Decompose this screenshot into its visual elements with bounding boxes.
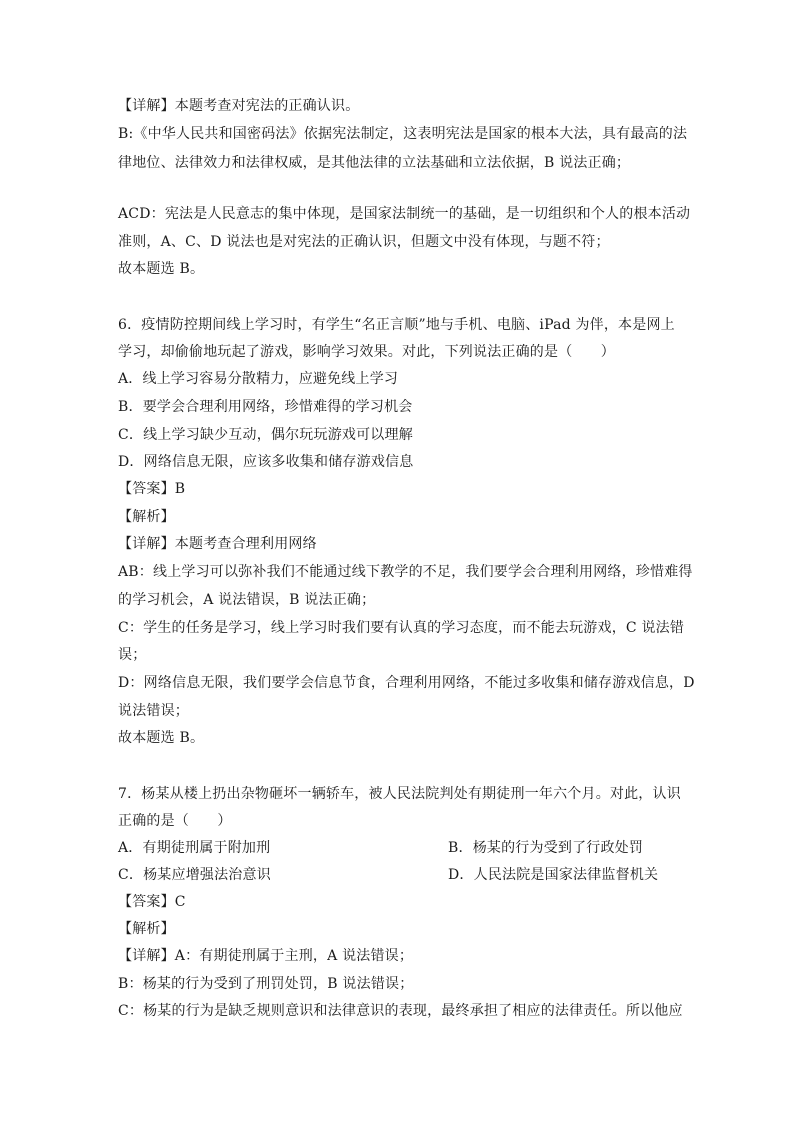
q6-option-b: B．要学会合理利用网络，珍惜难得的学习机会 [118,399,413,415]
q6-explain-d-line1: D：网络信息无限，我们要学会信息节食，合理利用网络，不能过多收集和储存游戏信息，D [118,675,695,691]
q7-detail-a: 【详解】A：有期徒刑属于主刑，A 说法错误； [118,948,414,964]
q7-option-b: B．杨某的行为受到了行政处罚 [448,840,644,856]
q7-analysis-heading: 【解析】 [118,921,175,937]
q5-conclusion: 故本题选 B。 [118,261,205,277]
q6-option-c: C．线上学习缺少互动，偶尔玩玩游戏可以理解 [118,427,413,443]
q7-explain-b: B：杨某的行为受到了刑罚处罚，B 说法错误； [118,976,414,992]
q7-options-row2 [118,866,678,884]
q7-option-a: A．有期徒刑属于附加刑 [118,840,271,856]
q7-option-c: C．杨某应增强法治意识 [118,867,271,883]
q6-stem-line1: 6．疫情防控期间线上学习时，有学生“名正言顺”地与手机、电脑、iPad 为伴，本是网上 [118,317,675,333]
q6-option-a: A．线上学习容易分散精力，应避免线上学习 [118,371,399,387]
q5-explain-b-line1: B:《中华人民共和国密码法》依据宪法制定，这表明宪法是国家的根本大法，具有最高的法 [118,126,688,142]
q5-explain-b-line2: 律地位、法律效力和法律权威，是其他法律的立法基础和立法依据，B 说法正确； [118,155,631,171]
q7-stem-line2: 正确的是（ ） [118,813,232,829]
q6-explain-d-line2: 说法错误； [118,703,189,719]
q6-explain-ab-line1: AB：线上学习可以弥补我们不能通过线下教学的不足，我们要学会合理利用网络，珍惜难得 [118,564,693,580]
q6-detail-heading: 【详解】本题考查合理利用网络 [118,536,317,552]
q7-explain-c-line1: C：杨某的行为是缺乏规则意识和法律意识的表现，最终承担了相应的法律责任。所以他应 [118,1003,683,1019]
q6-analysis-heading: 【解析】 [118,509,175,525]
q5-detail-heading: 【详解】本题考查对宪法的正确认识。 [118,98,360,114]
q6-explain-ab-line2: 的学习机会，A 说法错误，B 说法正确； [118,592,376,608]
q7-options-row1 [118,839,678,857]
q7-option-d: D．人民法院是国家法律监督机关 [448,867,659,883]
q7-stem-line1: 7．杨某从楼上扔出杂物砸坏一辆轿车，被人民法院判处有期徒刑一年六个月。对此，认识 [118,786,681,802]
q6-explain-c-line2: 误； [118,647,147,663]
q6-stem-line2: 学习，却偷偷地玩起了游戏，影响学习效果。对此，下列说法正确的是（ ） [118,344,615,360]
q5-explain-acd-line1: ACD：宪法是人民意志的集中体现，是国家法制统一的基础，是一切组织和个人的根本活动 [118,206,691,222]
q7-answer: 【答案】C [118,894,186,910]
q6-conclusion: 故本题选 B。 [118,730,205,746]
q5-explain-acd-line2: 准则，A、C、D 说法也是对宪法的正确认识，但题文中没有体现，与题不符； [118,234,610,250]
q6-explain-c-line1: C：学生的任务是学习，线上学习时我们要有认真的学习态度，而不能去玩游戏，C 说法错 [118,620,685,636]
q6-option-d: D．网络信息无限，应该多收集和储存游戏信息 [118,454,414,470]
q6-answer: 【答案】B [118,481,186,497]
